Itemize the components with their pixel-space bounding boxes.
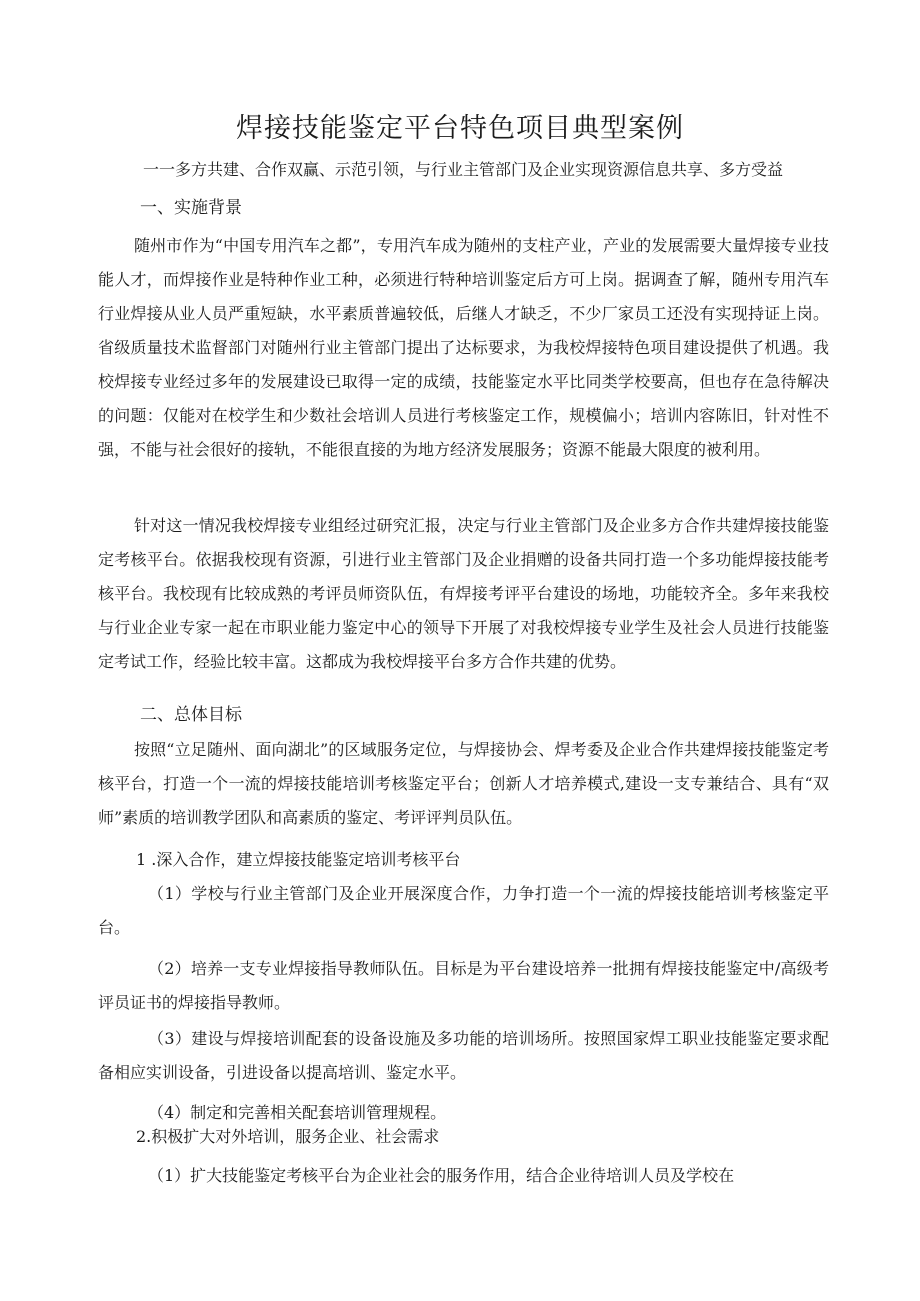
- goal-1-item-2: （2）培养一支专业焊接指导教师队伍。目标是为平台建设培养一批拥有焊接技能鉴定中/高级考评员证书的焊接指导教师。: [98, 959, 829, 1012]
- goal-1-item-4: （4）制定和完善相关配套培训管理规程。: [148, 1103, 447, 1122]
- paragraph-goals: 按照“立足随州、面向湖北”的区域服务定位，与焊接协会、焊考委及企业合作共建焊接技能鉴定考核平台，打造一个一流的焊接技能培训考核鉴定平台；创新人才培养模式,建设一支专兼结合、具有“双师”素质的培训教学团队和高素质的鉴定、考评评判员队伍。: [98, 740, 829, 827]
- goal-2-heading: 2.积极扩大对外培训，服务企业、社会需求: [136, 1127, 440, 1146]
- paragraph-background-1: 随州市作为“中国专用汽车之都”，专用汽车成为随州的支柱产业，产业的发展需要大量焊接专业技能人才，而焊接作业是特种作业工种，必须进行特种培训鉴定后方可上岗。据调查了解，随州专用汽车行业焊接从业人员严重短缺，水平素质普遍较低，后继人才缺乏，不少厂家员工还没有实现持证上岗。省级质量技术监督部门对随州行业主管部门提出了达标要求，为我校焊接特色项目建设提供了机遇。我校焊接专业经过多年的发展建设已取得一定的成绩，技能鉴定水平比同类学校要高，但也存在急待解决的问题：仅能对在校学生和少数社会培训人员进行考核鉴定工作，规模偏小；培训内容陈旧，针对性不强，不能与社会很好的接轨，不能很直接的为地方经济发展服务；资源不能最大限度的被利用。: [98, 236, 829, 459]
- goal-1-item-3: （3）建设与焊接培训配套的设备设施及多功能的培训场所。按照国家焊工职业技能鉴定要求配备相应实训设备，引进设备以提高培训、鉴定水平。: [98, 1029, 829, 1082]
- goal-2-item-1: （1）扩大技能鉴定考核平台为企业社会的服务作用，结合企业待培训人员及学校在: [148, 1166, 735, 1185]
- goal-1-heading: 1 .深入合作，建立焊接技能鉴定培训考核平台: [136, 850, 461, 869]
- document-title: 焊接技能鉴定平台特色项目典型案例: [236, 113, 684, 144]
- section-heading-background: 一、实施背景: [140, 198, 242, 218]
- paragraph-background-2: 针对这一情况我校焊接专业组经过研究汇报，决定与行业主管部门及企业多方合作共建焊接技能鉴定考核平台。依据我校现有资源，引进行业主管部门及企业捐赠的设备共同打造一个多功能焊接技能考核平台。我校现有比较成熟的考评员师资队伍，有焊接考评平台建设的场地，功能较齐全。多年来我校与行业企业专家一起在市职业能力鉴定中心的领导下开展了对我校焊接专业学生及社会人员进行技能鉴定考试工作，经验比较丰富。这都成为我校焊接平台多方合作共建的优势。: [98, 516, 829, 671]
- section-heading-goals: 二、总体目标: [140, 705, 242, 725]
- goal-1-item-1: （1）学校与行业主管部门及企业开展深度合作，力争打造一个一流的焊接技能培训考核鉴定平台。: [98, 884, 829, 937]
- document-subtitle: 一一多方共建、合作双赢、示范引领，与行业主管部门及企业实现资源信息共享、多方受益: [143, 160, 784, 179]
